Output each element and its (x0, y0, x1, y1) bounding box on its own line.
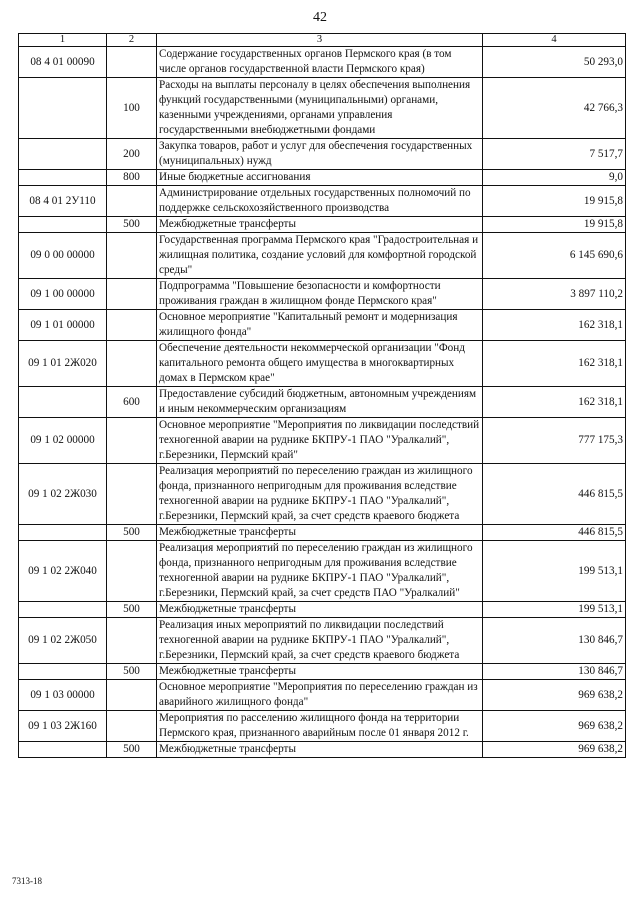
row-amount: 969 638,2 (483, 711, 626, 742)
table-row (19, 387, 626, 418)
row-code: 09 1 03 00000 (19, 680, 107, 711)
row-expense-type: 200 (107, 139, 157, 170)
header-col-1: 1 (19, 34, 107, 47)
table-row (19, 78, 626, 139)
row-code: 09 1 02 00000 (19, 418, 107, 464)
row-name: Мероприятия по расселению жилищного фонда на территории Пермского края, признанного аварийным после 01 января 2012 г. (157, 711, 483, 742)
table-header-row (19, 34, 626, 47)
row-amount: 19 915,8 (483, 186, 626, 217)
header-col-3: 3 (157, 34, 483, 47)
row-name: Межбюджетные трансферты (157, 525, 483, 541)
row-amount: 446 815,5 (483, 464, 626, 525)
row-name: Межбюджетные трансферты (157, 217, 483, 233)
row-expense-type (107, 310, 157, 341)
row-code: 09 1 01 2Ж020 (19, 341, 107, 387)
row-amount: 199 513,1 (483, 541, 626, 602)
row-amount: 199 513,1 (483, 602, 626, 618)
header-col-4: 4 (483, 34, 626, 47)
row-expense-type (107, 418, 157, 464)
table-row (19, 341, 626, 387)
row-expense-type (107, 186, 157, 217)
row-code: 09 1 02 2Ж030 (19, 464, 107, 525)
row-name: Реализация мероприятий по переселению граждан из жилищного фонда, признанного непригодным для проживания вследствие техногенной аварии на руднике БКПРУ-1 ПАО "Уралкалий", г.Березники, Пермский край, за счет средств краевого бюджета (157, 464, 483, 525)
row-expense-type: 500 (107, 664, 157, 680)
row-amount: 777 175,3 (483, 418, 626, 464)
row-expense-type (107, 464, 157, 525)
row-amount: 50 293,0 (483, 47, 626, 78)
budget-table (18, 33, 626, 758)
row-code (19, 78, 107, 139)
table-row (19, 711, 626, 742)
header-col-2: 2 (107, 34, 157, 47)
table-row (19, 680, 626, 711)
row-name: Реализация мероприятий по переселению граждан из жилищного фонда, признанного непригодным для проживания вследствие техногенной аварии на руднике БКПРУ-1 ПАО "Уралкалий", г.Березники, Пермский край, за счет средств ПАО "Уралкалий" (157, 541, 483, 602)
row-expense-type (107, 279, 157, 310)
row-code: 09 1 02 2Ж050 (19, 618, 107, 664)
row-expense-type: 100 (107, 78, 157, 139)
row-expense-type: 500 (107, 742, 157, 758)
row-name: Предоставление субсидий бюджетным, автономным учреждениям и иным некоммерческим организациям (157, 387, 483, 418)
table-row (19, 602, 626, 618)
row-name: Обеспечение деятельности некоммерческой организации "Фонд капитального ремонта общего имущества в многоквартирных домах в Пермском крае" (157, 341, 483, 387)
row-name: Основное мероприятие "Капитальный ремонт и модернизация жилищного фонда" (157, 310, 483, 341)
row-amount: 7 517,7 (483, 139, 626, 170)
row-code (19, 525, 107, 541)
table-row (19, 525, 626, 541)
row-amount: 130 846,7 (483, 618, 626, 664)
row-expense-type: 600 (107, 387, 157, 418)
row-name: Реализация иных мероприятий по ликвидации последствий техногенной аварии на руднике БКПРУ-1 ПАО "Уралкалий", г.Березники, Пермский край, за счет средств краевого бюджета (157, 618, 483, 664)
table-row (19, 186, 626, 217)
row-expense-type (107, 541, 157, 602)
row-code: 09 0 00 00000 (19, 233, 107, 279)
table-row (19, 618, 626, 664)
row-expense-type (107, 47, 157, 78)
row-name: Государственная программа Пермского края "Градостроительная и жилищная политика, создание условий для комфортной городской среды" (157, 233, 483, 279)
row-name: Содержание государственных органов Пермского края (в том числе органов государственной власти Пермского края) (157, 47, 483, 78)
table-row (19, 418, 626, 464)
row-amount: 969 638,2 (483, 742, 626, 758)
row-expense-type (107, 618, 157, 664)
table-row (19, 541, 626, 602)
footer-code: 7313-18 (12, 876, 42, 886)
row-code (19, 139, 107, 170)
table-row (19, 217, 626, 233)
row-name: Основное мероприятие "Мероприятия по ликвидации последствий техногенной аварии на руднике БКПРУ-1 ПАО "Уралкалий", г.Березники, Пермский край" (157, 418, 483, 464)
row-name: Закупка товаров, работ и услуг для обеспечения государственных (муниципальных) нужд (157, 139, 483, 170)
row-expense-type (107, 233, 157, 279)
row-code (19, 217, 107, 233)
table-row (19, 664, 626, 680)
table-row (19, 742, 626, 758)
row-expense-type (107, 680, 157, 711)
row-amount: 446 815,5 (483, 525, 626, 541)
row-name: Расходы на выплаты персоналу в целях обеспечения выполнения функций государственными (муниципальными) органами, казенными учреждениями, органами управления государственными внебюджетными фондами (157, 78, 483, 139)
row-code: 09 1 02 2Ж040 (19, 541, 107, 602)
row-expense-type (107, 341, 157, 387)
page-number: 42 (313, 10, 327, 25)
row-name: Администрирование отдельных государственных полномочий по поддержке сельскохозяйственного производства (157, 186, 483, 217)
table-row (19, 279, 626, 310)
row-code: 09 1 00 00000 (19, 279, 107, 310)
table-row (19, 310, 626, 341)
row-amount: 162 318,1 (483, 341, 626, 387)
row-amount: 162 318,1 (483, 387, 626, 418)
row-code (19, 602, 107, 618)
row-name: Подпрограмма "Повышение безопасности и комфортности проживания граждан в жилищном фонде Пермского края" (157, 279, 483, 310)
row-amount: 162 318,1 (483, 310, 626, 341)
row-expense-type: 500 (107, 217, 157, 233)
row-name: Основное мероприятие "Мероприятия по переселению граждан из аварийного жилищного фонда" (157, 680, 483, 711)
row-code: 08 4 01 2У110 (19, 186, 107, 217)
row-code (19, 664, 107, 680)
row-name: Межбюджетные трансферты (157, 664, 483, 680)
table-row (19, 233, 626, 279)
table-row (19, 47, 626, 78)
table-row (19, 139, 626, 170)
row-code (19, 387, 107, 418)
row-code: 09 1 01 00000 (19, 310, 107, 341)
row-code: 09 1 03 2Ж160 (19, 711, 107, 742)
row-amount: 130 846,7 (483, 664, 626, 680)
row-amount: 9,0 (483, 170, 626, 186)
row-name: Межбюджетные трансферты (157, 742, 483, 758)
row-expense-type: 500 (107, 602, 157, 618)
row-expense-type (107, 711, 157, 742)
row-name: Иные бюджетные ассигнования (157, 170, 483, 186)
row-amount: 42 766,3 (483, 78, 626, 139)
row-amount: 969 638,2 (483, 680, 626, 711)
row-amount: 3 897 110,2 (483, 279, 626, 310)
row-code (19, 742, 107, 758)
row-amount: 19 915,8 (483, 217, 626, 233)
row-amount: 6 145 690,6 (483, 233, 626, 279)
row-expense-type: 500 (107, 525, 157, 541)
row-name: Межбюджетные трансферты (157, 602, 483, 618)
row-code: 08 4 01 00090 (19, 47, 107, 78)
row-code (19, 170, 107, 186)
table-row (19, 170, 626, 186)
row-expense-type: 800 (107, 170, 157, 186)
table-row (19, 464, 626, 525)
